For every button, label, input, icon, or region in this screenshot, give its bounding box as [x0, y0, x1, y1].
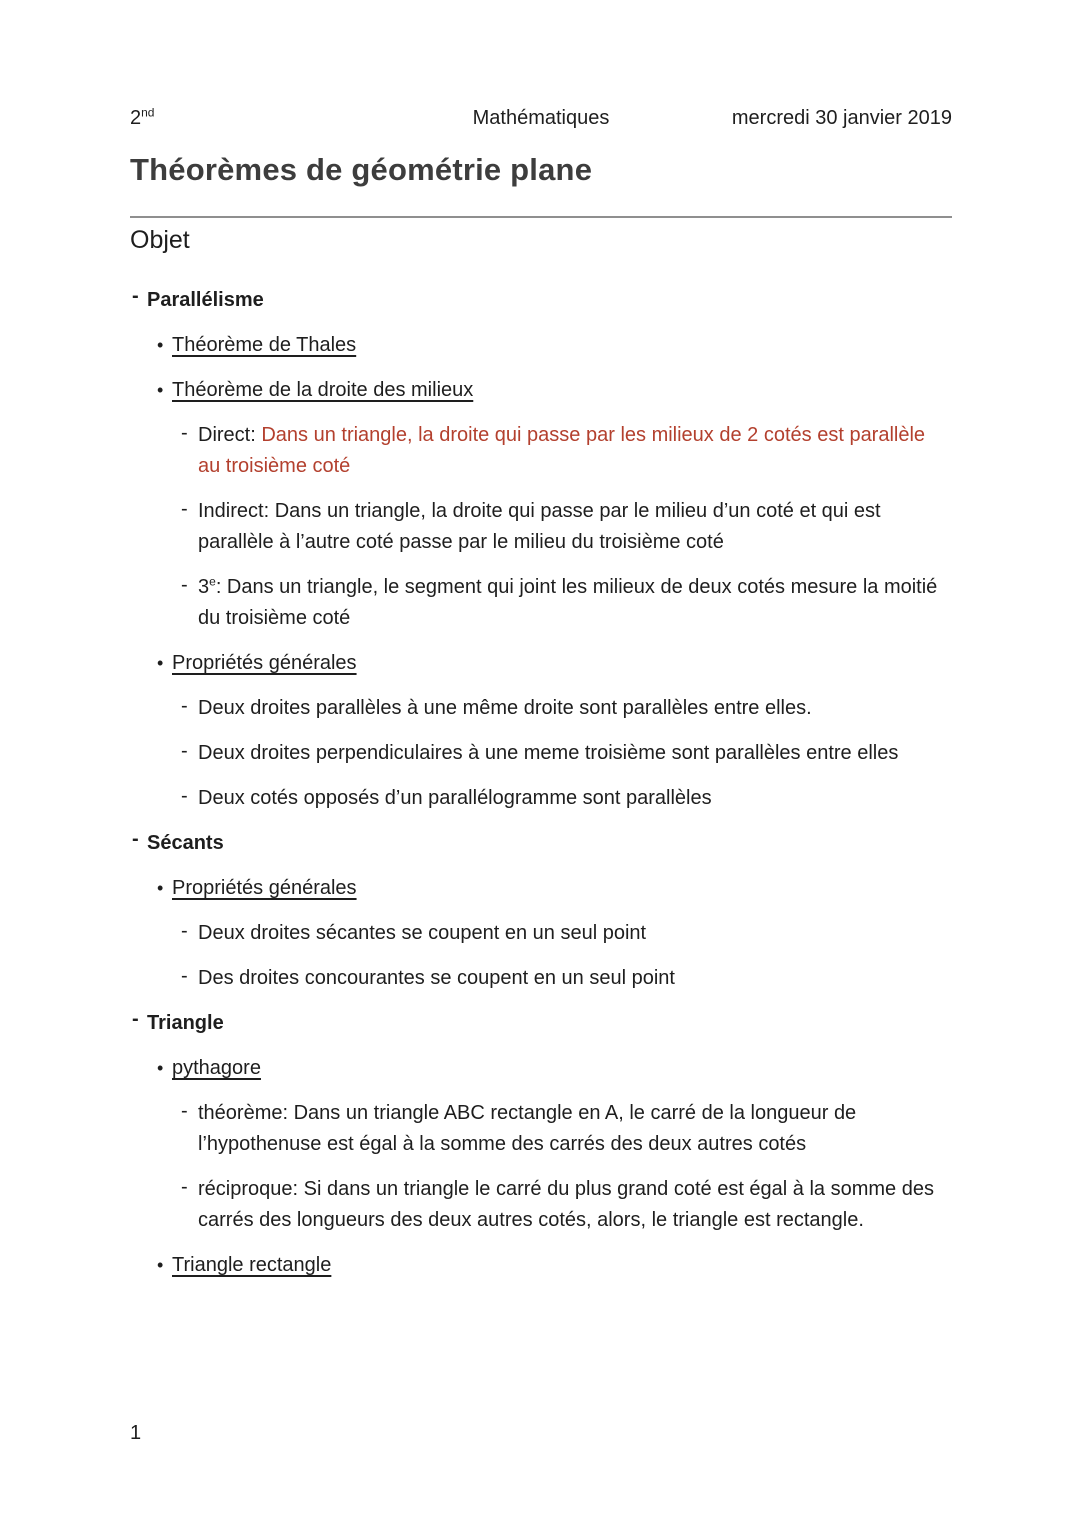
list-item-proprietes-generales-1: [130, 648, 952, 679]
list-item-pythagore: [130, 1053, 952, 1084]
list-item-text: Deux droites parallèles à une même droite sont parallèles entre elles.: [198, 697, 812, 719]
document-header: [130, 106, 952, 130]
direct-highlighted-text: Dans un triangle, la droite qui passe par les milieux de 2 cotés est parallèle au troisième coté: [198, 424, 926, 477]
bullet-icon: •: [157, 380, 164, 400]
dash-bullet-icon: -: [181, 422, 188, 444]
date-label: mercredi 30 janvier 2019: [731, 107, 952, 129]
list-item-triangle: [130, 1008, 952, 1039]
dash-bullet-icon: -: [181, 574, 188, 596]
list-item-text: [198, 420, 952, 482]
list-item-text: Des droites concourantes se coupent en un seul point: [198, 967, 675, 989]
list-item-text: Deux droites sécantes se coupent en un seul point: [198, 922, 647, 944]
bullet-icon: •: [157, 1058, 164, 1078]
dash-bullet-icon: -: [181, 498, 188, 520]
list-item-label: Parallélisme: [147, 289, 264, 311]
dash-bullet-icon: -: [181, 965, 188, 987]
list-item-troisieme: [130, 572, 952, 634]
list-item-parallelisme: [130, 285, 952, 316]
list-item-cotes-opposes: [130, 783, 952, 814]
troisieme-superscript: e: [209, 574, 216, 589]
list-item-label: Théorème de Thales: [172, 334, 357, 356]
dash-bullet-icon: -: [181, 1100, 188, 1122]
bullet-icon: •: [157, 1255, 164, 1275]
class-level-base: 2: [130, 107, 142, 129]
list-item-label: pythagore: [172, 1057, 261, 1079]
list-item-reciproque-pythagore: [130, 1174, 952, 1236]
list-item-text: [198, 572, 952, 634]
class-level: [130, 106, 473, 130]
dash-bullet-icon: -: [132, 1008, 139, 1030]
dash-bullet-icon: -: [181, 695, 188, 717]
dash-bullet-icon: -: [132, 285, 139, 307]
bullet-icon: •: [157, 878, 164, 898]
dash-bullet-icon: -: [181, 785, 188, 807]
list-item-paralleles-meme-droite: [130, 693, 952, 724]
list-item-label: Théorème de la droite des milieux: [172, 379, 474, 401]
list-item-label: Propriétés générales: [172, 652, 357, 674]
list-item-triangle-rectangle: [130, 1250, 952, 1281]
list-item-text: réciproque: Si dans un triangle le carré du plus grand coté est égal à la somme des carrés des longueurs des deux autres cotés, alors, le triangle est rectangle.: [198, 1178, 934, 1231]
list-item-secants: [130, 828, 952, 859]
bullet-icon: •: [157, 335, 164, 355]
outline-list: [130, 285, 952, 1281]
list-item-droites-secantes: [130, 918, 952, 949]
section-heading: Objet: [130, 226, 190, 254]
list-item-text: Indirect: Dans un triangle, la droite qui passe par le milieu d’un coté et qui est parallèle à l’autre coté passe par le milieu du troisième coté: [198, 500, 881, 553]
list-item-label: Propriétés générales: [172, 877, 357, 899]
horizontal-divider: [130, 216, 952, 218]
dash-bullet-icon: -: [132, 828, 139, 850]
dash-bullet-icon: -: [181, 740, 188, 762]
list-item-droite-des-milieux: [130, 375, 952, 406]
page-title: Théorèmes de géométrie plane: [130, 152, 593, 187]
class-level-superscript: nd: [141, 105, 155, 120]
list-item-indirect: [130, 496, 952, 558]
dash-bullet-icon: -: [181, 920, 188, 942]
page-content: [130, 0, 952, 1295]
subject-label: Mathématiques: [472, 107, 610, 129]
troisieme-rest: : Dans un triangle, le segment qui joint les milieux de deux cotés mesure la moitié du troisième coté: [198, 576, 938, 629]
list-item-perpendiculaires: [130, 738, 952, 769]
list-item-text: théorème: Dans un triangle ABC rectangle en A, le carré de la longueur de l’hypothenuse est égal à la somme des carrés des deux autres cotés: [198, 1102, 857, 1155]
bullet-icon: •: [157, 653, 164, 673]
list-item-label: Triangle rectangle: [172, 1254, 332, 1276]
list-item-text: Deux droites perpendiculaires à une meme troisième sont parallèles entre elles: [198, 742, 899, 764]
dash-bullet-icon: -: [181, 1176, 188, 1198]
list-item-theoreme-pythagore: [130, 1098, 952, 1160]
list-item-proprietes-generales-2: [130, 873, 952, 904]
direct-prefix: Direct:: [198, 424, 262, 446]
list-item-thales: [130, 330, 952, 361]
list-item-label: Triangle: [147, 1012, 224, 1034]
list-item-direct: [130, 420, 952, 482]
list-item-text: Deux cotés opposés d’un parallélogramme sont parallèles: [198, 787, 712, 809]
list-item-label: Sécants: [147, 832, 224, 854]
list-item-droites-concourantes: [130, 963, 952, 994]
page-number: 1: [130, 1422, 142, 1444]
troisieme-base: 3: [198, 576, 210, 598]
